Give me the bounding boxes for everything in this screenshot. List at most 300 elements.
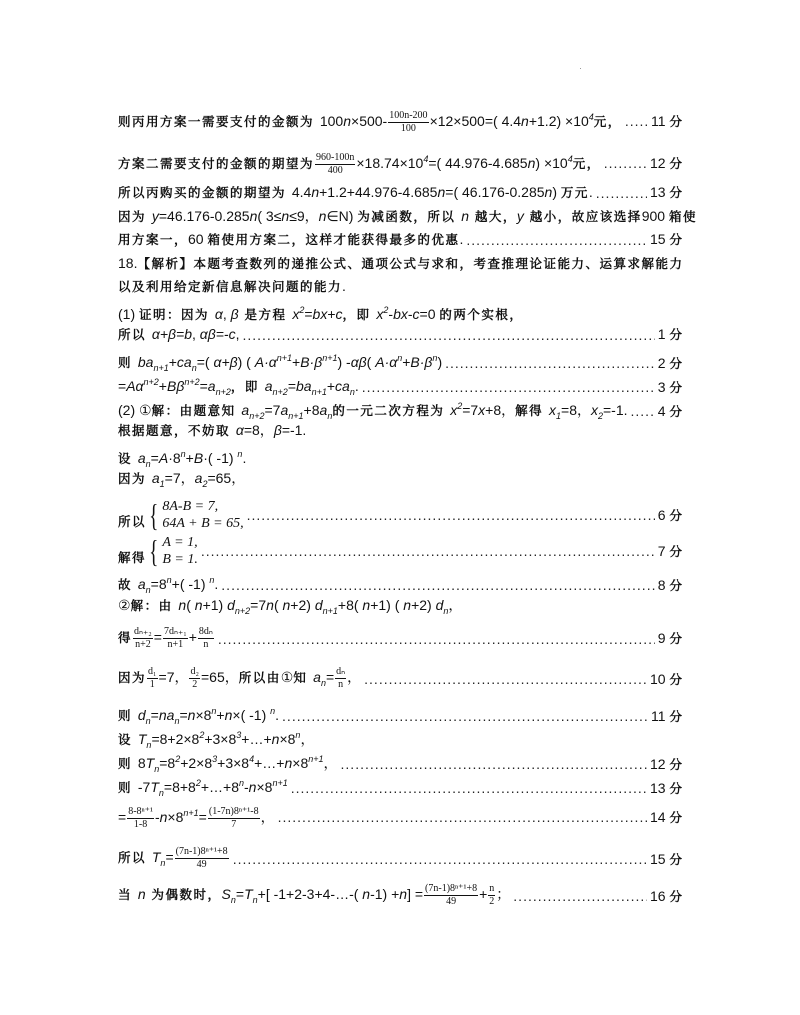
fraction-numerator: 7dₙ₊₁ [163,626,187,637]
dot-leader [513,887,647,905]
text-run: ( 3≤ [257,208,282,224]
text-line [118,207,697,226]
text-run: . [342,278,346,294]
text-run: = [199,378,208,394]
score-label [650,755,682,774]
math-italic: β [273,422,282,438]
fraction-numerator: 8dₙ [198,626,213,637]
line-content [118,774,288,802]
line-content [118,325,239,344]
text-run: +…+ [254,755,285,771]
text-run: ( [273,597,283,613]
chinese-text: 设 [118,732,138,747]
math-italic: α+β=b [151,326,192,342]
subscript: 1 [556,411,562,421]
line-content [118,230,463,249]
score-unit: 分 [669,327,682,342]
fraction [163,626,188,651]
text-run: =( 44.976-4.685 [428,155,528,171]
text-run: = [153,629,162,646]
score-unit: 分 [669,543,682,559]
text-run: +…+ [241,731,272,747]
math-italic: n [437,184,446,200]
math-italic: n [521,113,529,129]
score-value: 8 [657,576,666,593]
math-italic: n [311,184,320,200]
text-run: =-1. [603,402,628,418]
score-label [650,670,682,689]
chinese-text: 则 [118,708,138,723]
score-label [658,378,682,397]
text-run: =65， [200,669,239,686]
chinese-text: 故 [118,577,138,592]
text-line [118,596,682,620]
score-value: 3 [657,378,666,395]
fraction-numerator: d₂ [190,666,199,677]
fraction-denominator: 49 [196,859,207,870]
chinese-text: 知 [293,670,314,686]
fraction-numerator: dₙ₊₂ [134,626,152,637]
superscript: 2 [383,305,389,315]
math-italic: n [159,809,168,825]
math-italic: c [335,306,343,322]
superscript: 3 [236,730,242,740]
text-run: ≤9， [289,208,319,224]
superscript: 4 [588,112,594,122]
superscript: n [270,706,276,716]
fraction [147,666,158,691]
superscript: n+2 [143,377,159,387]
math-italic: bx [312,306,328,322]
superscript: n+1 [272,778,288,788]
math-italic: x [450,402,458,418]
equation: B = 1. [162,552,198,567]
text-run: =7 [264,402,281,418]
math-italic: n [544,184,553,200]
text-run: ×8 [279,731,296,747]
text-run: + [327,306,336,322]
text-run: ·8 [168,450,181,466]
math-italic: n [461,208,469,224]
math-italic: a [264,378,273,394]
text-run: + [188,629,197,646]
text-run: 8 [137,755,146,771]
subscript: n [443,606,449,616]
text-run: =8+2×8 [151,731,200,747]
fraction-numerator: d₁ [148,666,157,677]
text-run: ) [437,354,443,370]
math-italic: T [137,731,147,747]
score-value: 13 [650,184,666,200]
fraction-denominator: 100 [400,122,416,134]
superscript: n+2 [184,377,200,387]
subscript: n+2 [234,606,251,616]
score-value: 9 [657,630,666,646]
text-run: , [235,326,240,342]
subscript: 2 [202,479,208,489]
superscript: 2 [175,754,181,764]
dot-leader [364,670,647,688]
score-label [650,779,682,798]
text-run: +3×8 [204,731,237,747]
text-run: -7 [137,779,151,795]
fraction-numerator: (7n-1)8ⁿ⁺¹+8 [425,883,478,894]
text-line [118,254,682,273]
text-run: =8， [561,402,591,418]
subscript: n [154,764,160,774]
text-run: ) - [337,354,351,370]
line-content [118,183,593,202]
score-unit: 分 [669,756,682,772]
math-italic: ba [137,354,154,370]
score-unit: 分 [669,355,682,371]
fraction-numerator: n [489,883,495,894]
fraction-numerator: (7n-1)8ⁿ⁺¹+8 [175,846,228,857]
math-italic: n [266,597,274,613]
line-content [118,150,601,177]
math-italic: na [158,707,175,723]
chinese-text: 为偶数时， [145,887,222,903]
text-line [118,301,682,324]
line-content [118,108,622,135]
score-unit: 分 [669,577,682,593]
subscript: n+2 [272,387,288,397]
superscript: 4 [567,154,573,164]
score-unit: 分 [669,507,682,523]
text-line [118,498,682,532]
dot-leader [221,576,655,594]
text-run: =65， [207,470,246,486]
math-italic: ca [176,354,192,370]
chinese-text: 则 [118,756,138,771]
score-unit: 分 [669,671,682,687]
text-run: +…+8 [200,779,239,795]
math-italic: α+β [213,354,238,370]
chinese-text: 箱使用方案二，这样才能获得最多的优惠 [207,232,460,247]
math-italic: αβ=-c [199,326,236,342]
math-italic: n [187,707,196,723]
chinese-text: 所以 [118,327,152,342]
text-run: , [191,326,200,342]
math-italic: d [137,707,146,723]
math-italic: n [362,597,371,613]
text-run: + [216,707,225,723]
math-italic: α [214,306,223,322]
text-run: = [150,707,159,723]
fraction-denominator: 1 [149,679,155,690]
score-value: 11 [651,112,666,129]
line-content [118,846,230,872]
line-content [118,571,218,599]
chinese-text: 所以 [118,514,147,529]
chinese-text: 根据题意，不妨取 [118,423,236,438]
score-label [658,402,682,421]
text-run: + [402,354,411,370]
math-italic: a [313,669,321,686]
math-italic: Bβ [166,378,185,394]
superscript: n [166,575,172,585]
fraction [424,883,478,908]
dot-leader [341,755,647,773]
text-run: (1) [118,306,139,322]
text-run: =7， [164,470,195,486]
brace-icon: { [149,533,159,569]
text-run: . [275,707,280,723]
math-italic: Aα [126,378,144,394]
subscript: n [158,788,164,798]
text-line [118,230,682,249]
text-run: ×8 [167,809,184,825]
superscript: n+1 [276,353,292,363]
superscript: n [211,706,217,716]
chinese-text: 为减函数，所以 [357,209,462,224]
score-unit: 分 [669,809,682,825]
fraction-numerator: (1-7n)8ⁿ⁺¹-8 [208,805,259,817]
score-value: 15 [650,850,666,867]
text-run: . [354,378,359,394]
text-run: =7 [250,597,267,613]
fraction-numerator: 960-100n [316,151,355,163]
text-line [118,183,682,202]
chinese-text: 证明：因为 [139,307,215,322]
chinese-text: 万元 [560,185,589,200]
dot-leader [604,154,647,172]
text-run: +2×8 [180,755,213,771]
math-italic: d [227,597,235,613]
equation: 64A + B = 65, [162,516,244,531]
superscript: n [397,353,403,363]
math-italic: T [150,779,159,795]
text-run: = [325,669,335,686]
math-italic: n [527,155,536,171]
math-italic: a [151,470,160,486]
text-run: =8 [150,576,167,592]
text-run: . [588,184,593,200]
text-run: =7 [462,402,479,418]
math-italic: d [435,597,444,613]
score-value: 15 [650,231,666,247]
text-run: - [388,306,394,322]
text-run: 900 [641,208,669,224]
equation: A = 1, [162,535,198,550]
text-line [118,469,682,493]
score-unit: 分 [669,631,682,646]
text-run: . [242,450,247,466]
text-run: ×( -1) [232,707,271,723]
math-italic: ca [335,378,350,394]
text-run: - [407,306,413,322]
subscript: n [320,678,326,689]
text-run: ×8 [256,779,273,795]
score-unit: 分 [669,708,682,724]
line-content [118,596,462,620]
line-content [118,534,198,568]
math-italic: n [282,597,291,613]
chinese-text: 以及利用给定新信息解决问题的能力 [118,279,343,294]
math-italic: B [193,450,204,466]
chinese-text: 是方程 [238,307,293,322]
math-italic: n [281,208,290,224]
math-italic: n [137,886,146,903]
text-run: = [179,707,188,723]
subscript: n [174,716,180,726]
score-value: 1 [657,326,666,342]
chinese-text: 得 [118,630,133,646]
score-unit: 分 [669,113,682,129]
score-value: 13 [650,779,666,796]
fraction [198,626,214,651]
chinese-text: 解得 [515,403,549,418]
chinese-text: 越大， [468,209,517,224]
superscript: 2 [199,730,205,740]
dot-leader [445,354,655,372]
text-line [118,846,682,872]
text-run: +3×8 [217,755,250,771]
text-run: =( 46.176-0.285 [445,184,545,200]
text-run: ·( -1) [203,450,238,466]
text-run: =8+8 [163,779,196,795]
superscript: n [295,730,301,740]
score-unit: 分 [669,232,682,247]
score-value: 10 [650,670,666,687]
dot-leader [625,112,648,130]
score-label [650,230,682,249]
superscript: n [180,449,186,459]
text-line [118,108,682,135]
fraction-denominator: 1-8 [133,818,148,830]
text-run: . [214,576,219,592]
score-label [658,325,682,344]
superscript: n+1 [308,754,324,764]
text-run: ( [366,354,376,370]
fraction [315,152,355,177]
score-label [650,154,682,173]
text-line [118,883,682,909]
text-line [118,571,682,599]
fraction [208,806,260,831]
chinese-text: 因为 [118,209,152,224]
fraction [388,110,428,135]
text-run: + [292,354,301,370]
chinese-text: ，即 [342,307,377,322]
dot-leader [466,231,647,249]
line-content [118,469,245,493]
text-run: =46.176-0.285 [158,208,250,224]
dot-leader [282,707,648,725]
subscript: n [146,740,152,750]
text-run: ] = [407,886,424,903]
math-italic: a [137,450,146,466]
fraction-numerator: dₙ [336,666,346,677]
equation-rows [162,534,198,568]
math-italic: x [292,306,300,322]
score-value: 14 [650,808,666,825]
subscript: n [327,411,333,421]
math-italic: ba [296,378,312,394]
text-run: (2) ① [118,402,152,418]
text-line [118,150,682,177]
score-unit: 分 [669,780,682,796]
score-label [658,542,682,561]
line-content [118,301,523,324]
text-run: - [244,779,249,795]
math-italic: n [271,731,280,747]
math-italic: T [244,886,253,903]
fraction [175,846,229,871]
text-line [118,626,682,651]
math-italic: B·β [300,354,323,370]
score-unit: 分 [669,851,682,867]
score-unit: 分 [669,185,682,200]
math-italic: y [151,208,159,224]
math-italic: x [478,402,486,418]
equation-rows [162,498,243,532]
dot-leader [291,779,647,797]
dot-leader [233,850,647,868]
text-run: = [118,809,127,825]
score-value: 6 [657,506,666,523]
fraction [488,883,495,908]
math-italic: S [221,886,231,903]
subscript: 1 [159,479,165,489]
line-content [118,804,275,831]
math-italic: bx [393,306,408,322]
subscript: n+1 [288,411,304,421]
math-italic: x [376,306,384,322]
text-run: ×8 [195,707,212,723]
superscript: n [238,778,244,788]
math-italic: d [314,597,323,613]
score-label [650,887,682,906]
brace-icon: { [149,497,159,533]
text-run: ， [323,755,338,771]
text-run: ×18.74×10 [356,155,424,171]
score-value: 11 [651,707,666,724]
text-run: ， [300,731,315,747]
score-unit: 分 [669,155,682,171]
math-italic: A·α [254,354,277,370]
math-italic: n [194,597,203,613]
subscript: n+1 [322,606,338,616]
fraction-denominator: n [203,639,209,650]
text-run: = [165,849,174,866]
superscript: 2 [299,305,305,315]
fraction [335,666,346,691]
subscript: n+1 [153,363,169,373]
equation-system [146,534,198,568]
text-run: +2) [411,597,436,613]
text-run: . [459,231,464,247]
subscript: n [145,585,151,595]
text-line [118,325,682,344]
score-value: 16 [650,887,666,904]
subscript: n [145,716,151,726]
text-run: + [158,378,167,394]
text-run: 18. [118,255,138,271]
text-run: +1) [202,597,228,613]
text-run: ， [347,669,362,686]
chinese-text: 的一元二次方程为 [332,403,451,418]
math-italic: a [207,378,216,394]
dot-leader [278,808,647,826]
text-run: ×500- [351,113,388,129]
dot-leader [362,378,655,396]
text-run: +[ -1+2-3+4-…-( [257,886,363,903]
dot-leader [218,630,655,648]
line-content [118,207,697,226]
line-content [118,666,361,692]
score-label [658,506,682,525]
